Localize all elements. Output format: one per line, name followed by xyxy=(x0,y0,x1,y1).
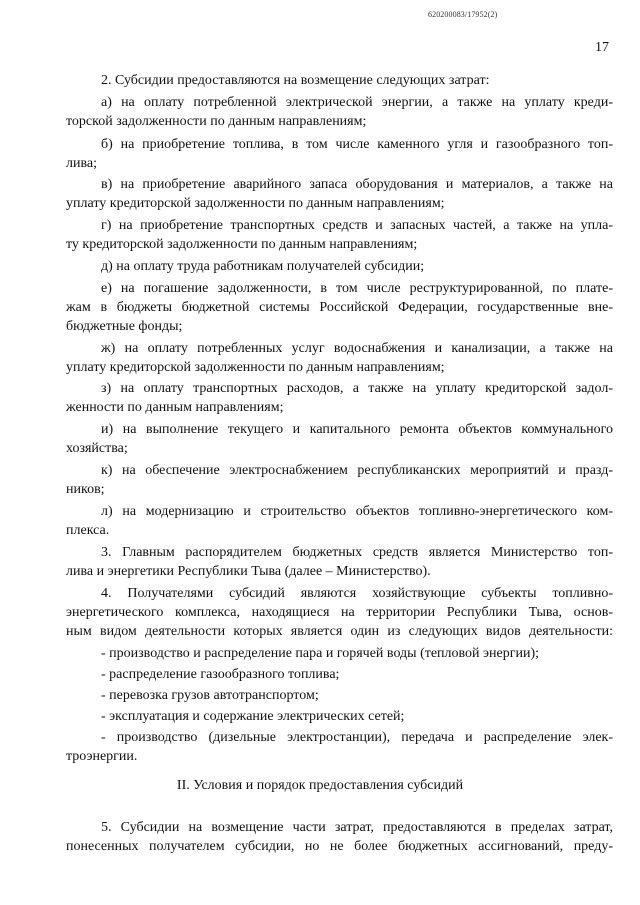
paragraph-line: троэнергии. xyxy=(66,749,138,764)
list-item: - производство (дизельные электростанции), передача и распределение элек- xyxy=(101,730,613,745)
paragraph-line: 4. Получателями субсидий являются хозяйствующие субъекты топливно- xyxy=(101,586,613,601)
document-code: 620200083/17952(2) xyxy=(428,10,498,19)
paragraph-line: г) на приобретение транспортных средств и запасных частей, а также на упла- xyxy=(101,218,613,233)
section-title: II. Условия и порядок предоставления субсидий xyxy=(176,778,464,793)
paragraph-line: женности по данным направлениям; xyxy=(66,400,284,415)
paragraph-line: к) на обеспечение электроснабжением республиканских мероприятий и празд- xyxy=(101,463,613,478)
paragraph-line: 3. Главным распорядителем бюджетных средств является Министерство топ- xyxy=(101,545,613,560)
list-item: - производство и распределение пара и горячей воды (тепловой энергии); xyxy=(101,646,540,661)
paragraph-line: ту кредиторской задолженности по данным направлениям; xyxy=(66,237,418,252)
paragraph-line: торской задолженности по данным направлениям; xyxy=(66,114,367,129)
paragraph-line: лива; xyxy=(66,156,98,171)
paragraph-line: хозяйства; xyxy=(66,441,128,456)
paragraph-line: уплату кредиторской задолженности по данным направлениям; xyxy=(66,360,445,375)
paragraph-line: жам в бюджеты бюджетной системы Российской Федерации, государственные вне- xyxy=(66,300,613,315)
paragraph-line: з) на оплату транспортных расходов, а также на уплату кредиторской задол- xyxy=(101,381,613,396)
paragraph-line: л) на модернизацию и строительство объектов топливно-энергетического ком- xyxy=(101,504,613,519)
paragraph-line: а) на оплату потребленной электрической энергии, а также на уплату креди- xyxy=(101,95,613,110)
list-item: - распределение газообразного топлива; xyxy=(101,667,340,682)
paragraph-line: 5. Субсидии на возмещение части затрат, предоставляются в пределах затрат, xyxy=(101,820,613,835)
paragraph-line: е) на погашение задолженности, в том числе реструктурированной, по плате- xyxy=(101,281,613,296)
paragraph-line: д) на оплату труда работникам получателей субсидии; xyxy=(101,259,425,274)
paragraph-line: уплату кредиторской задолженности по данным направлениям; xyxy=(66,196,445,211)
paragraph-line: энергетического комплекса, находящиеся на территории Республики Тыва, основ- xyxy=(66,605,613,620)
paragraph-line: лива и энергетики Республики Тыва (далее – Министерство). xyxy=(66,564,431,579)
page-number: 17 xyxy=(595,40,609,55)
paragraph-line: в) на приобретение аварийного запаса оборудования и материалов, а также на xyxy=(101,177,613,192)
list-item: - перевозка грузов автотранспортом; xyxy=(101,688,319,703)
paragraph-line: понесенных получателем субсидии, но не более бюджетных ассигнований, преду- xyxy=(66,839,613,854)
paragraph-line: б) на приобретение топлива, в том числе каменного угля и газообразного топ- xyxy=(101,137,613,152)
paragraph-line: плекса. xyxy=(66,523,110,538)
paragraph-line: 2. Субсидии предоставляются на возмещение следующих затрат: xyxy=(101,73,490,88)
paragraph-line: бюджетные фонды; xyxy=(66,319,183,334)
paragraph-line: и) на выполнение текущего и капитального ремонта объектов коммунального xyxy=(101,422,613,437)
paragraph-line: ным видом деятельности которых является один из следующих видов деятельности: xyxy=(66,624,613,639)
list-item: - эксплуатация и содержание электрических сетей; xyxy=(101,709,405,724)
paragraph-line: ников; xyxy=(66,482,105,497)
paragraph-line: ж) на оплату потребленных услуг водоснабжения и канализации, а также на xyxy=(101,341,613,356)
